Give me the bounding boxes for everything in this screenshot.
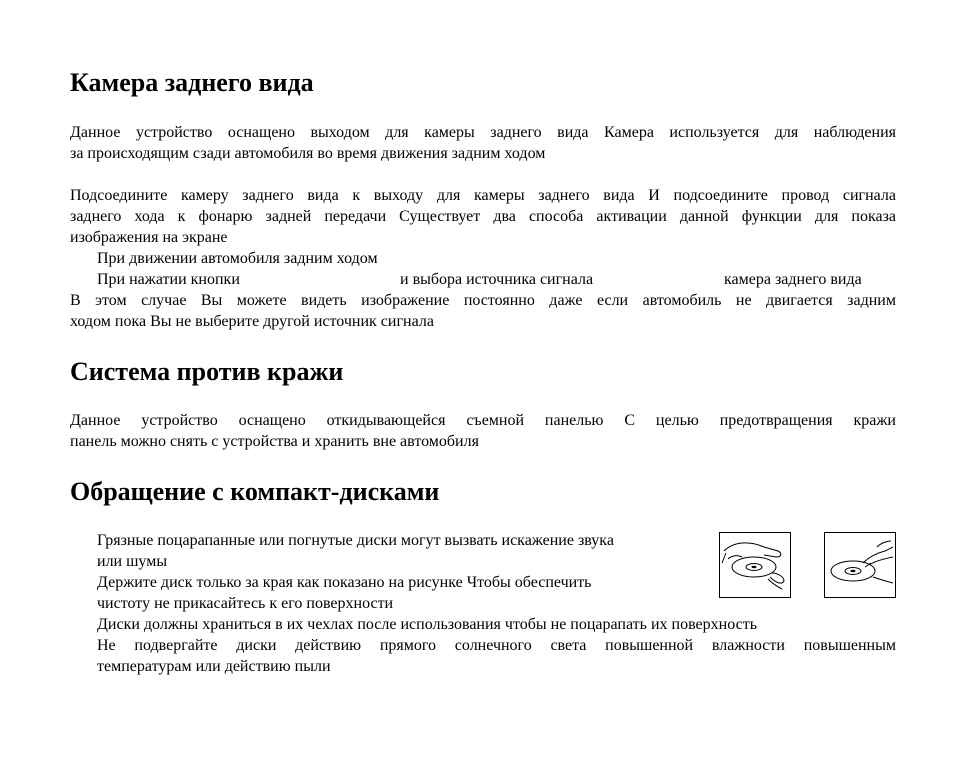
list-item-fragment: и выбора источника сигнала — [400, 271, 594, 288]
list-item: или шумы — [97, 553, 168, 570]
list-item: температурам или действию пыли — [97, 658, 331, 675]
section-title-anti-theft: Система против кражи — [70, 357, 344, 386]
list-item: Диски должны храниться в их чехлах после использования чтобы не поцарапать их поверхность — [97, 616, 757, 633]
list-item: Грязные поцарапанные или погнутые диски могут вызвать искажение звука — [97, 532, 614, 549]
fingers-holding-disc-illustration — [824, 532, 896, 598]
paragraph-line: Данное устройство оснащено откидывающейся съемной панелью С целью предотвращения кражи — [70, 412, 896, 429]
paragraph-line: Данное устройство оснащено выходом для камеры заднего вида Камера используется для наблюдения — [70, 124, 896, 141]
list-item: чистоту не прикасайтесь к его поверхности — [97, 595, 394, 612]
paragraph-line: Подсоедините камеру заднего вида к выходу для камеры заднего вида И подсоедините провод сигнала — [70, 187, 896, 204]
list-item: Держите диск только за края как показано на рисунке Чтобы обеспечить — [97, 574, 592, 591]
hand-holding-disc-illustration — [719, 532, 791, 598]
list-item: Не подвергайте диски действию прямого солнечного света повышенной влажности повышенным — [97, 637, 896, 654]
paragraph-line: панель можно снять с устройства и хранить вне автомобиля — [70, 433, 479, 450]
section-title-rear-camera: Камера заднего вида — [70, 68, 314, 97]
paragraph-line: за происходящим сзади автомобиля во время движения задним ходом — [70, 145, 546, 162]
list-item-fragment: камера заднего вида — [724, 271, 862, 288]
section-title-cd-handling: Обращение с компакт-дисками — [70, 477, 440, 506]
list-item: При движении автомобиля задним ходом — [97, 250, 378, 267]
fingers-holding-disc-icon — [825, 533, 895, 597]
paragraph-line: ходом пока Вы не выберите другой источник сигнала — [70, 313, 434, 330]
paragraph-line: изображения на экране — [70, 229, 228, 246]
hand-holding-disc-icon — [720, 533, 790, 597]
paragraph-line: В этом случае Вы можете видеть изображение постоянно даже если автомобиль не двигается задним — [70, 292, 896, 309]
paragraph-line: заднего хода к фонарю задней передачи Существует два способа активации данной функции для показа — [70, 208, 896, 225]
list-item: При нажатии кнопки — [97, 271, 240, 288]
